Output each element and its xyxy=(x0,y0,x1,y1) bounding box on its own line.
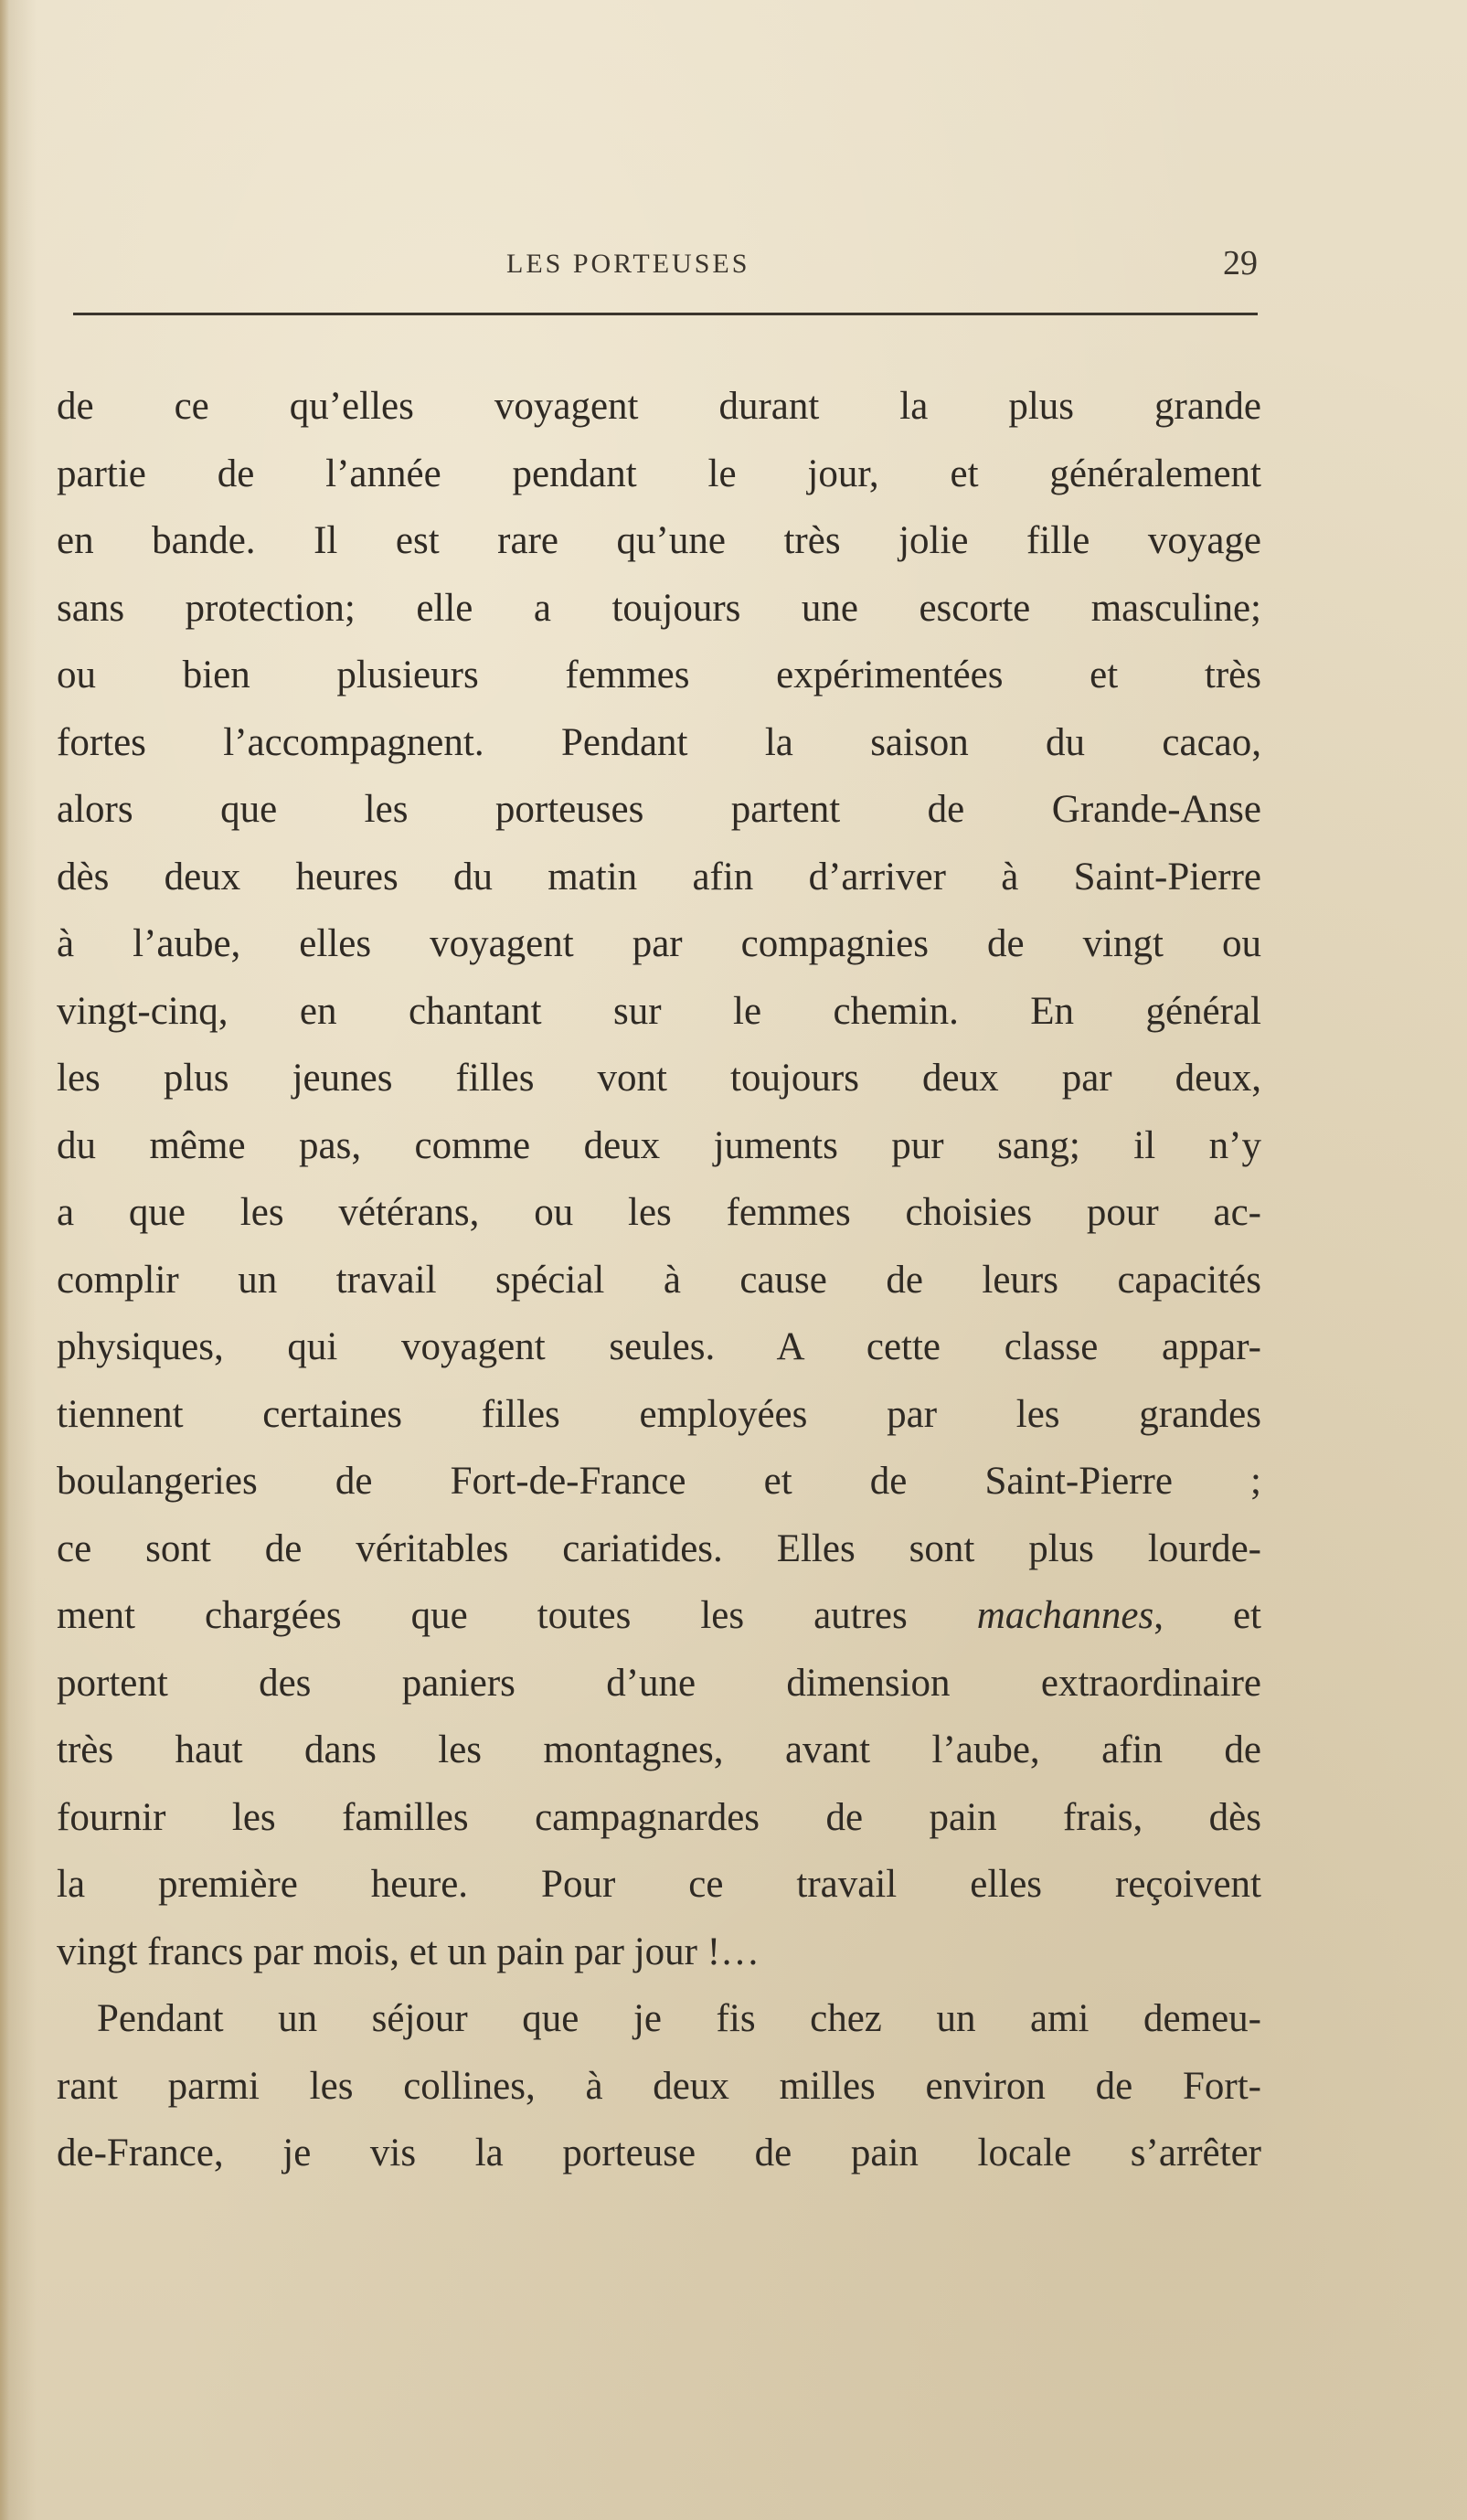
text-line: très haut dans les montagnes, avant l’aube, afin de xyxy=(57,1728,1261,1771)
text-line: les plus jeunes filles vont toujours deux par deux, xyxy=(57,1057,1261,1100)
text-line: a que les vétérans, ou les femmes choisies pour ac- xyxy=(57,1191,1261,1234)
text-segment: , et xyxy=(1153,1594,1261,1637)
text-line: vingt-cinq, en chantant sur le chemin. En général xyxy=(57,989,1261,1033)
text-line: du même pas, comme deux juments pur sang; il n’y xyxy=(57,1123,1261,1167)
page-number: 29 xyxy=(1223,244,1258,282)
text-segment: ment chargées que toutes les autres xyxy=(57,1594,977,1637)
text-line: complir un travail spécial à cause de leurs capacités xyxy=(57,1258,1261,1302)
italic-word: machannes xyxy=(976,1594,1154,1637)
page-edge-shadow xyxy=(0,0,9,2520)
text-line: partie de l’année pendant le jour, et généralement xyxy=(57,452,1261,495)
text-line-with-italic xyxy=(57,1582,1261,1650)
text-line: de ce qu’elles voyagent durant la plus grande xyxy=(57,385,1261,428)
body-text xyxy=(57,373,1261,2187)
header-rule xyxy=(73,313,1258,315)
page-header xyxy=(58,239,1258,296)
text-line: tiennent certaines filles employées par les grandes xyxy=(57,1392,1261,1436)
text-line: boulangeries de Fort-de-France et de Saint-Pierre ; xyxy=(57,1460,1261,1503)
text-line: de-France, je vis la porteuse de pain locale s’arrêter xyxy=(57,2132,1261,2174)
text-line: fortes l’accompagnent. Pendant la saison du cacao, xyxy=(57,720,1261,764)
text-line: sans protection; elle a toujours une escorte masculine; xyxy=(57,586,1261,630)
paragraph-end-line: vingt francs par mois, et un pain par jour !… xyxy=(57,1930,760,1973)
text-line: à l’aube, elles voyagent par compagnies de vingt ou xyxy=(57,922,1261,965)
paragraph-start-line: Pendant un séjour que je fis chez un ami demeu- xyxy=(97,1997,1261,2040)
text-line: ce sont de véritables cariatides. Elles sont plus lourde- xyxy=(57,1526,1261,1570)
text-line: dès deux heures du matin afin d’arriver à Saint-Pierre xyxy=(57,855,1261,898)
text-line: alors que les porteuses partent de Grande-Anse xyxy=(57,788,1261,831)
text-line: en bande. Il est rare qu’une très jolie fille voyage xyxy=(57,519,1261,562)
text-line: ou bien plusieurs femmes expérimentées et très xyxy=(57,654,1261,696)
text-line: physiques, qui voyagent seules. A cette classe appar- xyxy=(57,1325,1261,1368)
text-line: portent des paniers d’une dimension extraordinaire xyxy=(57,1661,1261,1705)
text-line: la première heure. Pour ce travail elles reçoivent xyxy=(57,1863,1261,1906)
text-line: fournir les familles campagnardes de pain frais, dès xyxy=(57,1795,1261,1839)
text-line: rant parmi les collines, à deux milles environ de Fort- xyxy=(57,2064,1261,2108)
running-title: LES PORTEUSES xyxy=(506,249,750,279)
